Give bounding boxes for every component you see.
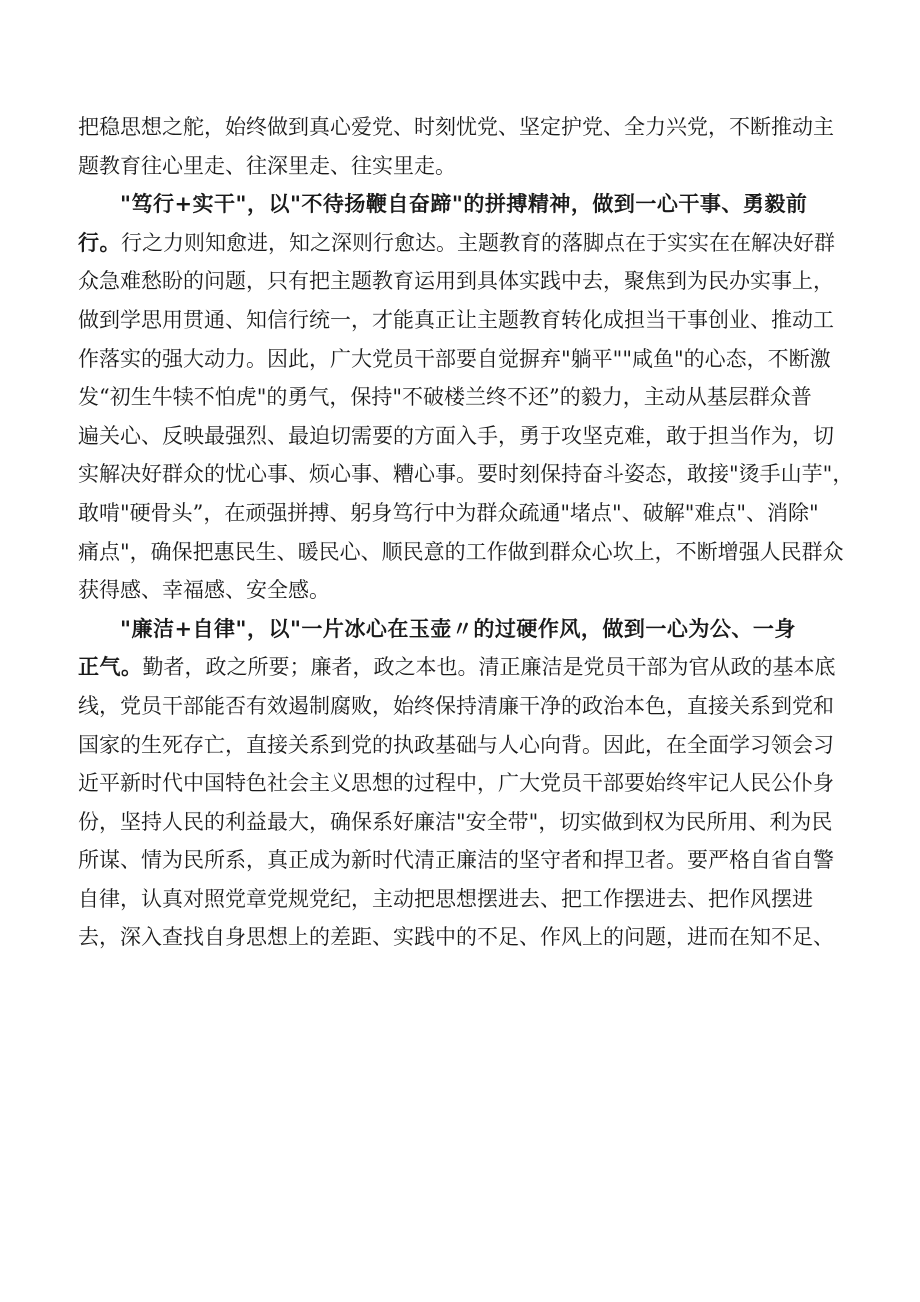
text-line: 近平新时代中国特色社会主义思想的过程中，广大党员干部要始终牢记人民公仆身: [78, 771, 834, 796]
text-line-mixed: [78, 648, 858, 687]
section-heading-end: 正气。: [78, 654, 143, 680]
text-line: 自律，认真对照党章党规党纪，主动把思想摆进去、把工作摆进去、把作风摆进: [78, 886, 813, 911]
paragraph-1: [78, 108, 858, 185]
text-line: 题教育往心里走、往深里走、往实里走。: [78, 153, 456, 178]
text-line: 国家的生死存亡，直接关系到党的执政基础与人心向背。因此，在全面学习领会习: [78, 732, 834, 757]
paragraph-3: [78, 610, 858, 957]
text-line-mixed: [78, 224, 858, 263]
text-line: 去，深入查找自身思想上的差距、实践中的不足、作风上的问题，进而在知不足、: [78, 925, 834, 950]
section-heading-end: 行。: [78, 229, 121, 255]
text-line: 把稳思想之舵，始终做到真心爱党、时刻忧党、坚定护党、全力兴党，不断推动主: [78, 115, 834, 139]
paragraph-2: [78, 185, 858, 610]
text-line: 遍关心、反映最强烈、最迫切需要的方面入手，勇于攻坚克难，敢于担当作为，切: [78, 423, 834, 448]
text-run: 行之力则知愈进，知之深则行愈达。主题教育的落脚点在于实实在在解决好群: [121, 230, 835, 255]
text-line: 发“初生牛犊不怕虎"的勇气，保持"不破楼兰终不还”的毅力，主动从基层群众普: [78, 385, 812, 410]
section-heading: "笃行+实干"，以"不待扬鞭自奋蹄"的拼搏精神，做到一心干事、勇毅前: [120, 191, 808, 217]
text-line: 做到学思用贯通、知信行统一，才能真正让主题教育转化成担当干事创业、推动工: [78, 307, 834, 332]
text-line: 作落实的强大动力。因此，广大党员干部要自觉摒弃"躺平""咸鱼"的心态，不断激: [78, 346, 831, 371]
text-line: 实解决好群众的忧心事、烦心事、糟心事。要时刻保持奋斗姿态，敢接"烫手山芋"，: [78, 462, 854, 487]
text-line: 线，党员干部能否有效遏制腐败，始终保持清廉干净的政治本色，直接关系到党和: [78, 693, 834, 718]
text-run: 勤者，政之所要；廉者，政之本也。清正廉洁是党员干部为官从政的基本底: [142, 655, 836, 680]
document-body: [78, 108, 858, 957]
text-line: 所谋、情为民所系，真正成为新时代清正廉洁的坚守者和捍卫者。要严格自省自警: [78, 848, 834, 873]
text-line: 敢啃"硬骨头”，在顽强拼搏、躬身笃行中为群众疏通"堵点"、破解"难点"、消除": [78, 500, 819, 525]
text-line: 痛点"，确保把惠民生、暖民心、顺民意的工作做到群众心坎上，不断增强人民群众: [78, 539, 844, 564]
section-heading: "廉洁+自律"，以"一片冰心在玉壶〃的过硬作风，做到一心为公、一身: [120, 615, 796, 641]
text-line: 份，坚持人民的利益最大，确保系好廉洁"安全带"，切实做到权为民所用、利为民: [78, 809, 833, 834]
text-line: 获得感、幸福感、安全感。: [78, 578, 330, 603]
text-line: 众急难愁盼的问题，只有把主题教育运用到具体实践中去，聚焦到为民办实事上，: [78, 269, 834, 294]
